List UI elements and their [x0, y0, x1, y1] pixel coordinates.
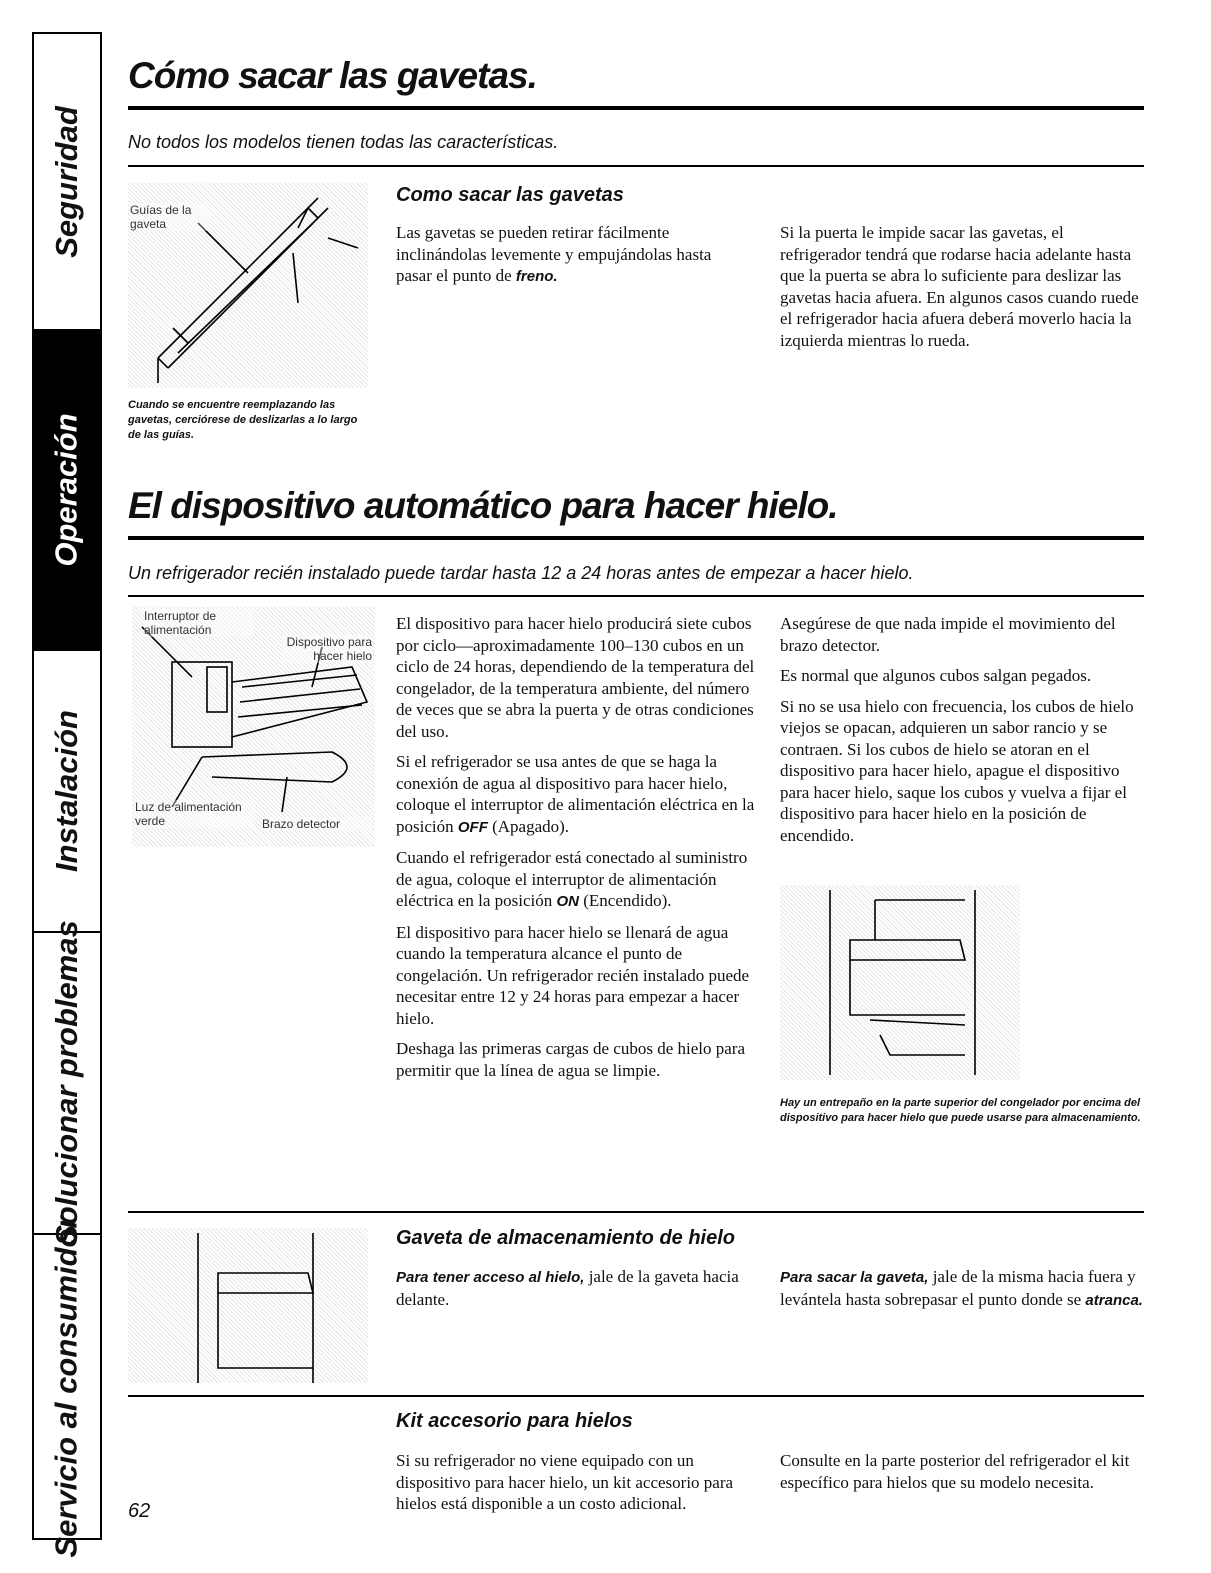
rule — [128, 536, 1144, 540]
icemaker-figure — [132, 607, 375, 847]
section1-col2: Si la puerta le impide sacar las gavetas, el refrigerador tendrá que rodarse hacia adelante hasta que la puerta se abra lo suficiente para deslizar las gavetas hacia afuera. En algunos casos cuando ruede el refrigerador hacia afuera deberá moverlo hacia la izquierda mientras lo rueda. — [780, 223, 1139, 350]
tab-operacion[interactable]: Operación — [34, 331, 100, 651]
section2-caption: Hay un entrepaño en la parte superior del congelador por encima del dispositivo para hacer hielo que puede usarse para almacenamiento. — [780, 1097, 1141, 1124]
section3-heading: Gaveta de almacenamiento de hielo — [396, 1227, 736, 1249]
section3-col2: Para sacar la gaveta, jale de la misma hacia fuera y levántela hasta sobrepasar el punto donde se atranca. — [780, 1267, 1143, 1309]
rule — [128, 165, 1144, 167]
section2-title: El dispositivo automático para hacer hielo. — [128, 485, 838, 526]
section4-col2: Consulte en la parte posterior del refrigerador el kit específico para hielos que su modelo necesita. — [780, 1451, 1130, 1492]
tab-solucionar-problemas[interactable]: Solucionar problemas — [34, 933, 100, 1235]
section4-col1: Si su refrigerador no viene equipado con un dispositivo para hacer hielo, un kit accesorio para hielos está disponible a un costo adicional. — [396, 1451, 734, 1513]
figure-label: Brazo detector — [262, 817, 372, 831]
tab-seguridad[interactable]: Seguridad — [34, 34, 100, 331]
rule — [128, 595, 1144, 597]
section1-caption: Cuando se encuentre reemplazando las gavetas, cerciórese de deslizarlas a lo largo de las guías. — [128, 399, 358, 441]
page-number: 62 — [128, 1500, 151, 1522]
rule — [128, 1395, 1144, 1397]
rule — [128, 1211, 1144, 1213]
section2-intro: Un refrigerador recién instalado puede tardar hasta 12 a 24 horas antes de empezar a hacer hielo. — [128, 563, 914, 583]
section2-col2: Asegúrese de que nada impide el movimiento del brazo detector. Es normal que algunos cubos salgan pegados. Si no se usa hielo con frecuencia, los cubos de hielo viejos se opacan, adquieren un sabor rancio y se contraen. Si los cubos de hielo se atoran en el dispositivo para hacer hielo, apague el dispositivo para hacer hielo, saque los cubos y vuelva a fijar el dispositivo para hacer hielo en la posición de encendido. — [780, 614, 1134, 845]
section1-title: Cómo sacar las gavetas. — [128, 55, 537, 96]
tab-servicio-consumidor[interactable]: Servicio al consumidor — [49, 1215, 85, 1558]
tab-instalacion[interactable]: Instalación — [34, 651, 100, 933]
freezer-shelf-figure — [780, 885, 1020, 1080]
section1-col1: Las gavetas se pueden retirar fácilmente inclinándolas levemente y empujándolas hasta pasar el punto de freno. — [396, 223, 712, 285]
figure-label: Dispositivo para hacer hielo — [282, 635, 372, 663]
section2-col1: El dispositivo para hacer hielo producirá siete cubos por ciclo—aproximadamente 100–130 cubos en un ciclo de 24 horas, dependiendo de la temperatura del congelador, de la temperatura ambiente, del número de veces que se abra la puerta y de otras condiciones del uso. Si el refrigerador se usa antes de que se haga la conexión de agua al dispositivo para hacer hielo, coloque el interruptor de alimentación eléctrica en la posición OFF (Apagado). Cuando el refrigerador está conectado al suministro de agua, coloque el interruptor de alimentación eléctrica en la posición ON (Encendido). El dispositivo para hacer hielo se llenará de agua cuando la temperatura alcance el punto de congelación. Un refrigerador recién instalado puede necesitar entre 12 y 24 horas para empezar a hacer hielo. Deshaga las primeras cargas de cubos de hielo para permitir que la línea de agua se limpie. — [396, 614, 755, 1080]
section3-col1: Para tener acceso al hielo, jale de la gaveta hacia delante. — [396, 1267, 739, 1309]
ice-bin-figure — [128, 1228, 368, 1383]
side-tabs — [32, 32, 102, 1558]
section4-heading: Kit accesorio para hielos — [396, 1410, 633, 1432]
figure-label: Interruptor de alimentación — [144, 609, 254, 637]
figure-label: Luz de alimentación verde — [135, 800, 255, 828]
section1-heading: Como sacar las gavetas — [396, 184, 624, 206]
figure-label: Guías de la gaveta — [130, 203, 210, 231]
rule — [128, 106, 1144, 110]
drawer-guides-figure — [128, 183, 368, 388]
section1-intro: No todos los modelos tienen todas las características. — [128, 132, 559, 152]
